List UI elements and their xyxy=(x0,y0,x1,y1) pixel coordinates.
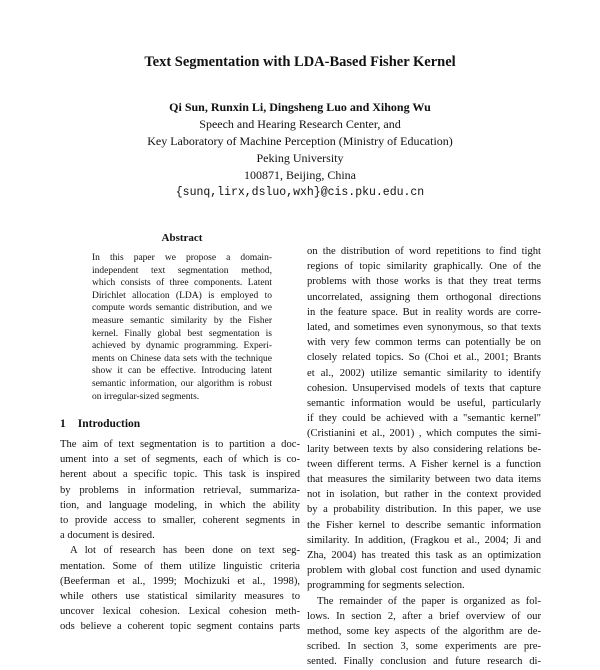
affiliation-line: Speech and Hearing Research Center, and xyxy=(199,117,401,131)
text-line: herent about a specific topic. This task is inspired xyxy=(60,469,300,481)
text-line: similarity. In addition, (Fragkou et al., 2004; Ji and xyxy=(307,534,541,546)
text-line: problem with global cost function and used dynamic xyxy=(307,565,541,577)
text-line: The aim of text segmentation is to partition a doc- xyxy=(60,439,300,450)
text-line: ments on Chinese data sets with the technique xyxy=(92,353,272,364)
text-line: which consists of three components. Latent xyxy=(92,278,272,289)
affiliation-line: Peking University xyxy=(256,151,344,165)
text-line: semantic information, our algorithm is robust xyxy=(92,378,272,389)
section-number: 1 xyxy=(60,418,66,430)
text-line: measure semantic similarity by the Fisher xyxy=(92,315,272,326)
text-line: that measures the similarity between two data items xyxy=(307,474,541,486)
text-line: uncorrelated, assigning them orthogonal directions xyxy=(307,291,541,303)
paper-title: Text Segmentation with LDA-Based Fisher Kernel xyxy=(144,54,456,70)
text-line: method, some key aspects of the algorithm are de- xyxy=(307,626,541,638)
text-line: A lot of research has been done on text seg- xyxy=(70,545,300,557)
author-block xyxy=(0,99,600,201)
text-line: to provide access to smaller, coherent segments in xyxy=(60,515,300,527)
text-line: (Cristianini et al., 2001) , which computes the simi- xyxy=(307,428,541,440)
text-line: on irregular-sized segments. xyxy=(92,391,200,402)
text-line: while others use statistical similarity measures to xyxy=(60,591,300,603)
text-line: lated, and sometimes even synonymous, so that texts xyxy=(307,322,541,334)
text-line: tion, and language modeling, in which the ability xyxy=(60,499,300,511)
left-column-text xyxy=(60,437,300,635)
text-line: scribed. In section 3, some experiments are pre- xyxy=(307,641,541,653)
text-line: a document is desired. xyxy=(60,530,155,542)
text-line: ument into a set of segments, each of which is co- xyxy=(60,454,300,466)
text-line: compute words semantic distribution, and we xyxy=(92,303,272,314)
text-line: Zha, 2004) has treated this task as an optimization xyxy=(307,550,541,562)
text-line: regions of topic similarity graphically. One of the xyxy=(307,261,541,273)
text-line: on the distribution of word repetitions to find tight xyxy=(307,246,541,257)
text-line: cohesion. Unsupervised models of texts that capture xyxy=(307,382,541,394)
text-line: if they could be achieved with a "semantic kernel" xyxy=(307,413,541,425)
text-line: In this paper we propose a domain- xyxy=(92,253,272,263)
text-line: Dirichlet allocation (LDA) is employed to xyxy=(92,290,272,301)
text-line: ods believe a coherent topic segment contains parts xyxy=(60,621,300,633)
affiliation-line: 100871, Beijing, China xyxy=(244,168,356,182)
author-names: Qi Sun, Runxin Li, Dingsheng Luo and Xihong Wu xyxy=(169,100,431,114)
author-email: {sunq,lirx,dsluo,wxh}@cis.pku.edu.cn xyxy=(175,186,425,199)
text-line: show it can be effective. Introducing latent xyxy=(92,366,272,377)
text-line: et al., 2002) utilize semantic similarity to identify xyxy=(307,367,541,379)
section-heading xyxy=(60,418,140,430)
text-line: kernel. Finally global best segmentation is xyxy=(92,328,272,339)
abstract-heading: Abstract xyxy=(161,232,203,244)
text-line: not in isolation, but rather in the context provided xyxy=(307,489,541,501)
text-line: by a probability distribution. In this paper, we use xyxy=(307,504,541,516)
text-line: problems with those works is that they treat terms xyxy=(307,276,541,288)
text-line: closely related topics. So (Choi et al., 2001; Brants xyxy=(307,352,541,364)
text-line: independent text segmentation method, xyxy=(92,265,272,276)
text-line: with very few common terms can potentially be on xyxy=(307,337,541,349)
text-line: by problems in information retrieval, summariza- xyxy=(60,484,300,496)
text-line: lows. In section 2, after a brief overview of our xyxy=(307,610,541,622)
text-line: the Fisher kernel to describe semantic information xyxy=(307,519,541,531)
text-line: (Beeferman et al., 1999; Mochizuki et al., 1998), xyxy=(60,575,300,587)
section-title: Introduction xyxy=(77,418,141,430)
text-line: semantic information would be useful, particularly xyxy=(307,398,541,410)
text-line: tween different terms. A Fisher kernel is a function xyxy=(307,458,541,470)
text-line: programming for segments selection. xyxy=(307,580,465,592)
text-line: mentation. Some of them utilize linguistic criteria xyxy=(60,560,300,572)
text-line: uncover lexical cohesion. Lexical cohesion meth- xyxy=(60,606,300,618)
right-column-text xyxy=(307,244,541,670)
text-line: in the feature space. But in reality words are corre- xyxy=(307,306,541,318)
text-line: larity between texts by also considering relations be- xyxy=(307,443,541,455)
affiliation-line: Key Laboratory of Machine Perception (Ministry of Education) xyxy=(147,134,453,148)
abstract-text xyxy=(92,252,272,403)
text-line: sented. Finally conclusion and future research di- xyxy=(307,656,541,668)
text-line: The remainder of the paper is organized as fol- xyxy=(317,595,541,607)
text-line: achieved by dynamic programming. Experi- xyxy=(92,341,272,352)
